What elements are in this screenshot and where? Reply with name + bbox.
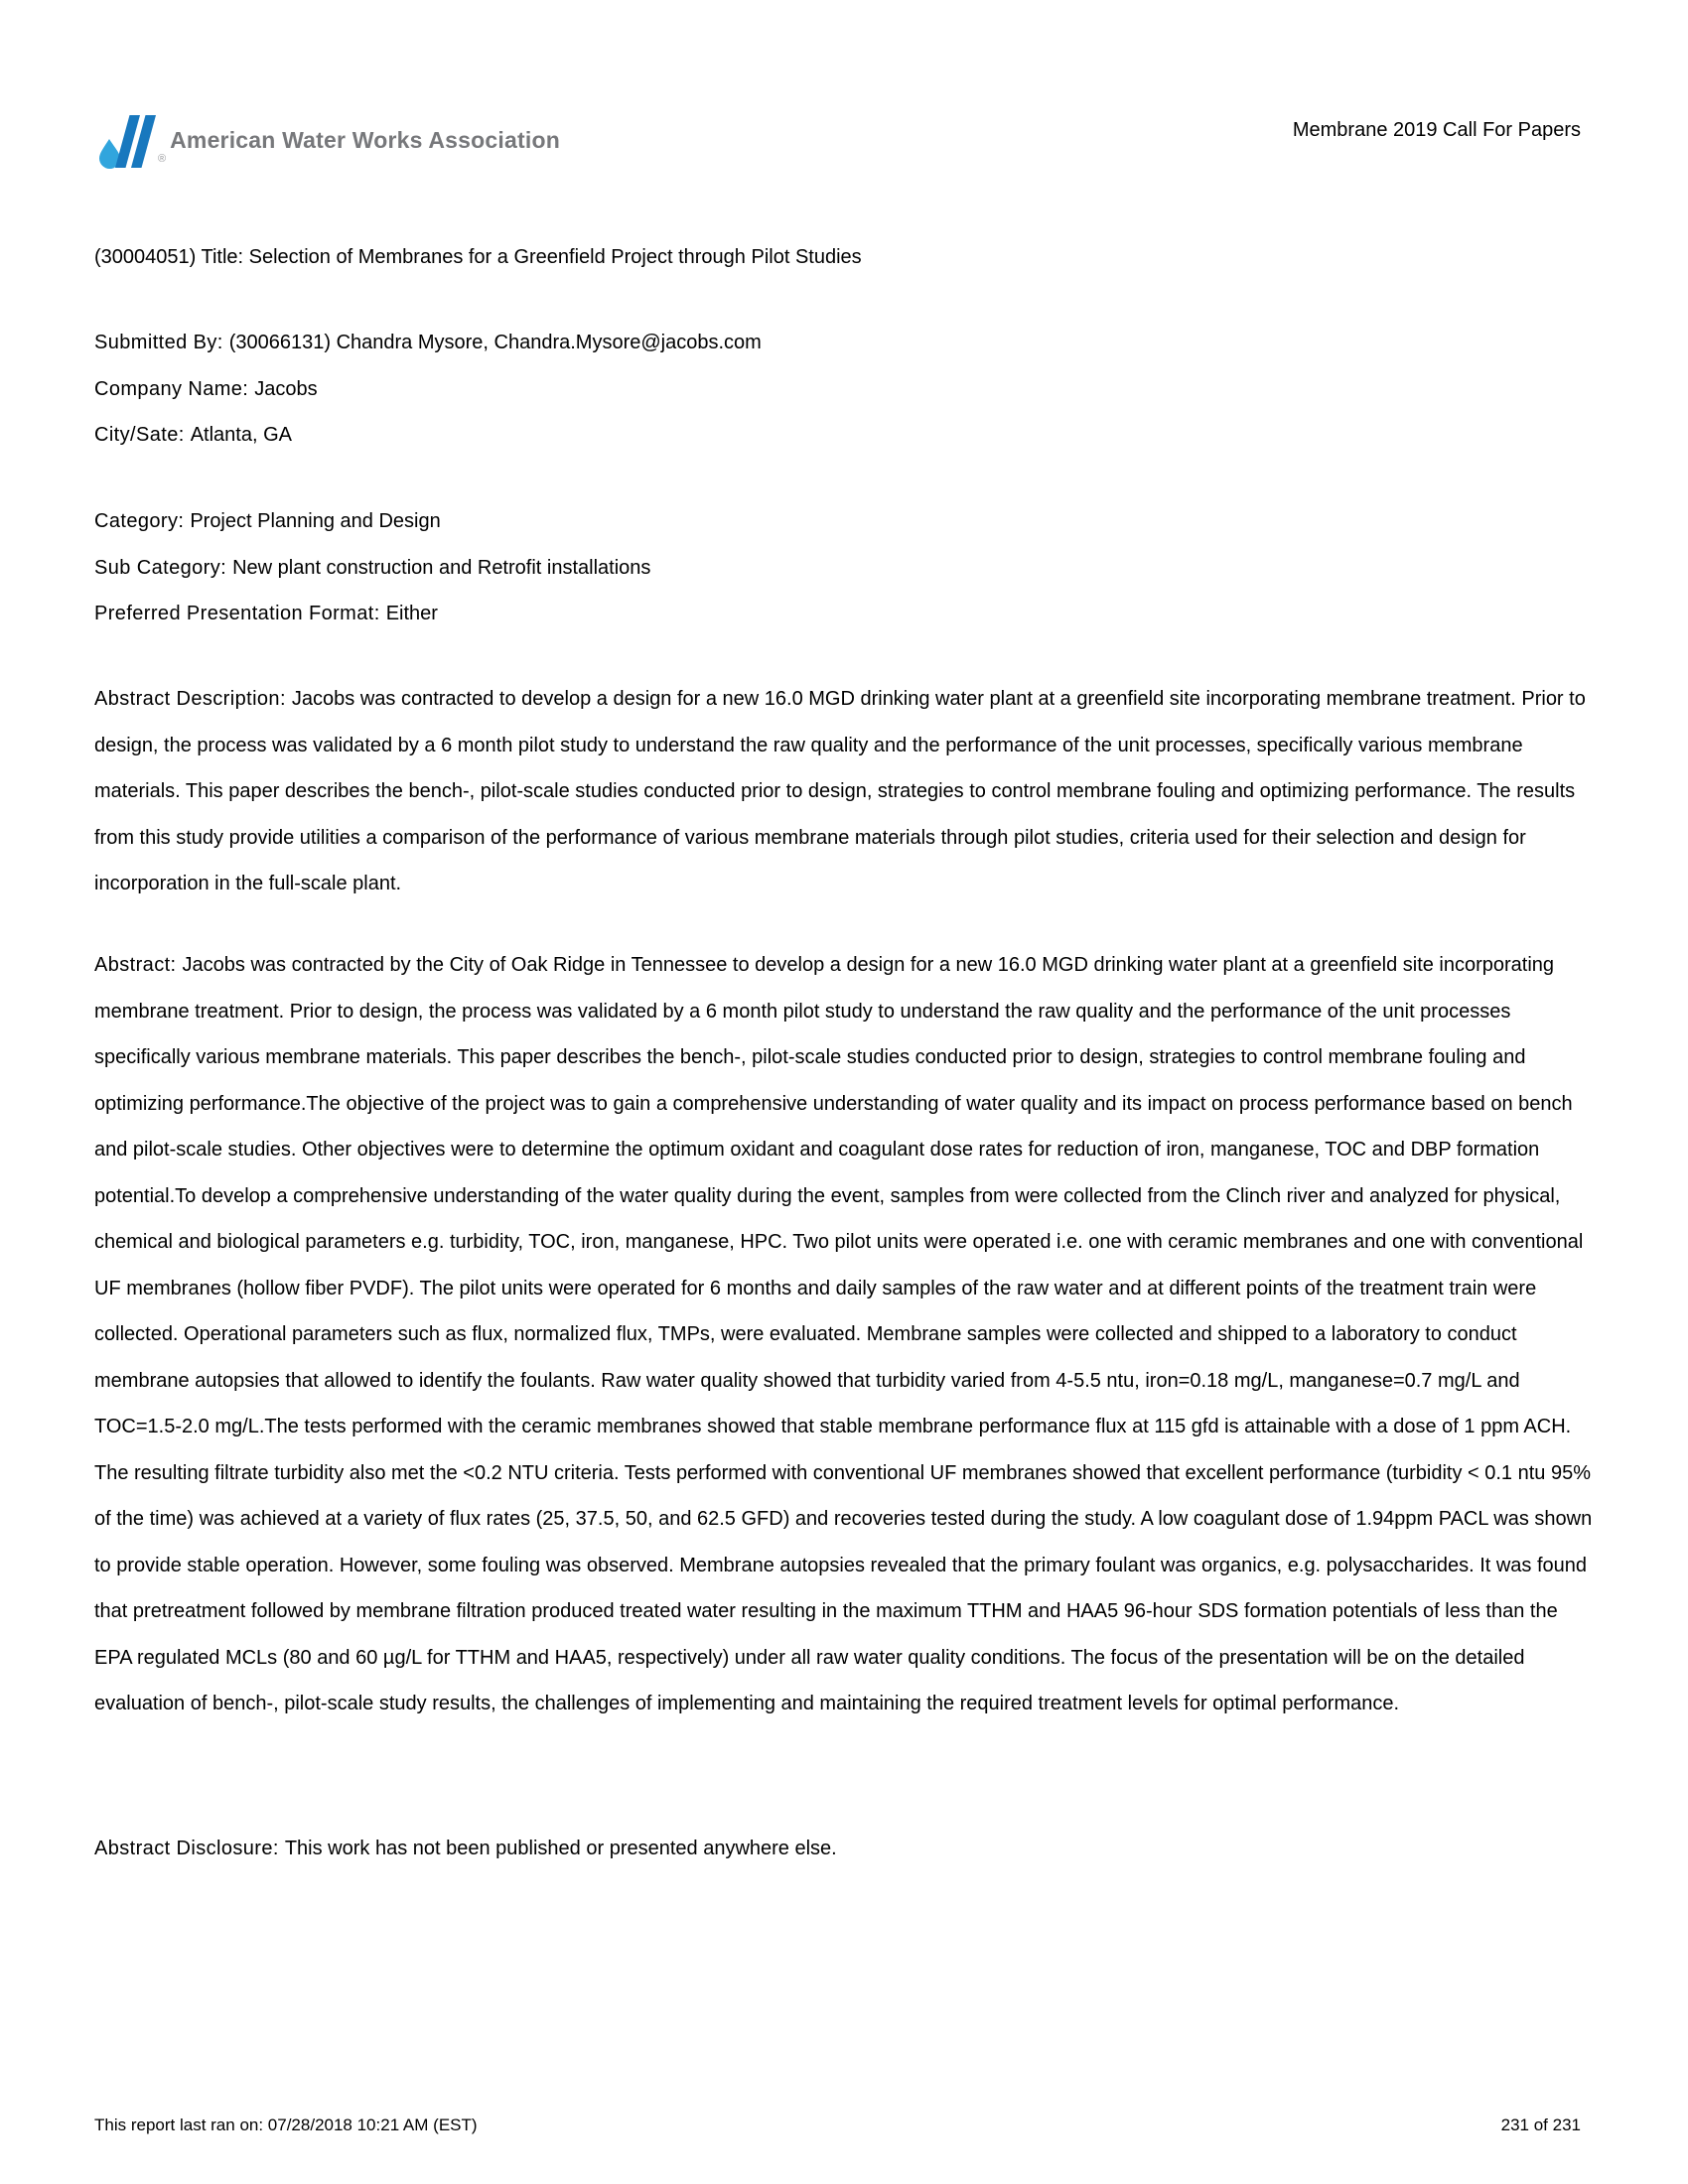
abstract-title-line: (30004051) Title: Selection of Membranes for a Greenfield Project through Pilot Studies [94, 246, 862, 268]
city-state-value: Atlanta, GA [190, 424, 292, 446]
page-number: 231 of 231 [1500, 2116, 1581, 2134]
abstract-disclosure-section [94, 1826, 1600, 1872]
abstract-text: Jacobs was contracted by the City of Oak Ridge in Tennessee to develop a design for a new 16.0 MGD drinking water plant at a greenfield site incorporating membrane treatment. Prior to design, the process was validated by a 6 month pilot study to understand the raw quality and the performance of the unit processes specifically various membrane materials. This paper describes the bench-, pilot-scale studies conducted prior to design, strategies to control membrane fouling and optimizing performance.The objective of the project was to gain a comprehensive understanding of water quality and its impact on process performance based on bench and pilot-scale studies. Other objectives were to determine the optimum oxidant and coagulant dose rates for reduction of iron, manganese, TOC and DBP formation potential.To develop a comprehensive understanding of the water quality during the event, samples from were collected from the Clinch river and analyzed for physical, chemical and biological parameters e.g. turbidity, TOC, iron, manganese, HPC. Two pilot units were operated i.e. one with ceramic membranes and one with conventional UF membranes (hollow fiber PVDF). The pilot units were operated for 6 months and daily samples of the raw water and at different points of the treatment train were collected. Operational parameters such as flux, normalized flux, TMPs, were evaluated. Membrane samples were collected and shipped to a laboratory to conduct membrane autopsies that allowed to identify the foulants. Raw water quality showed that turbidity varied from 4-5.5 ntu, iron=0.18 mg/L, manganese=0.7 mg/L and TOC=1.5-2.0 mg/L.The tests performed with the ceramic membranes showed that stable membrane performance flux at 115 gfd is attainable with a dose of 1 ppm ACH. The resulting filtrate turbidity also met the <0.2 NTU criteria. Tests performed with conventional UF membranes showed that excellent performance (turbidity < 0.1 ntu 95% of the time) was achieved at a variety of flux rates (25, 37.5, 50, and 62.5 GFD) and recoveries tested during the study. A low coagulant dose of 1.94ppm PACL was shown to provide stable operation. However, some fouling was observed. Membrane autopsies revealed that the primary foulant was organics, e.g. polysaccharides. It was found that pretreatment followed by membrane filtration produced treated water resulting in the maximum TTHM and HAA5 96-hour SDS formation potentials of less than the EPA regulated MCLs (80 and 60 µg/L for TTHM and HAA5, respectively) under all raw water quality conditions. The focus of the presentation will be on the detailed evaluation of bench-, pilot-scale study results, the challenges of implementing and maintaining the required treatment levels for optimal performance. [94, 954, 1593, 1714]
awwa-water-drop-icon [94, 111, 160, 169]
page-footer [94, 2115, 1581, 2136]
abstract-label: Abstract: [94, 954, 177, 976]
submitted-by-value: (30066131) Chandra Mysore, Chandra.Mysore@jacobs.com [228, 332, 762, 353]
registered-mark: ® [158, 153, 167, 165]
submitted-by-line [94, 320, 1600, 366]
abstract-disclosure-label: Abstract Disclosure: [94, 1838, 279, 1859]
submission-info-section [94, 320, 1600, 459]
city-state-label: City/Sate: [94, 424, 185, 446]
abstract-title-section [94, 234, 1600, 281]
presentation-format-line [94, 591, 1600, 637]
abstract-description-section [94, 676, 1600, 907]
presentation-format-label: Preferred Presentation Format: [94, 603, 380, 624]
category-value: Project Planning and Design [190, 510, 441, 532]
presentation-format-value: Either [385, 603, 438, 624]
sub-category-line [94, 545, 1600, 592]
company-name-label: Company Name: [94, 377, 249, 400]
abstract-section [94, 942, 1600, 1727]
logo-wordmark: American Water Works Association [170, 126, 560, 153]
category-line [94, 498, 1600, 545]
abstract-disclosure-text: This work has not been published or presented anywhere else. [284, 1838, 837, 1859]
company-name-line [94, 366, 1600, 413]
abstract-description-paragraph [94, 676, 1600, 907]
abstract-paragraph [94, 942, 1600, 1727]
abstract-description-text: Jacobs was contracted to develop a design for a new 16.0 MGD drinking water plant at a greenfield site incorporating membrane treatment. Prior to design, the process was validated by a 6 month pilot study to understand the raw quality and the performance of the unit processes, specifically various membrane materials. This paper describes the bench-, pilot-scale studies conducted prior to design, strategies to control membrane fouling and optimizing performance. The results from this study provide utilities a comparison of the performance of various membrane materials through pilot studies, criteria used for their selection and design for incorporation in the full-scale plant. [94, 688, 1586, 894]
city-state-line [94, 412, 1600, 459]
abstract-disclosure-line [94, 1826, 1600, 1872]
sub-category-label: Sub Category: [94, 556, 227, 579]
report-header-title: Membrane 2019 Call For Papers [1292, 119, 1581, 141]
sub-category-value: New plant construction and Retrofit installations [232, 556, 651, 579]
abstract-description-label: Abstract Description: [94, 688, 286, 710]
category-label: Category: [94, 510, 185, 532]
submitted-by-label: Submitted By: [94, 332, 223, 353]
category-section [94, 498, 1600, 637]
report-last-ran-text: This report last ran on: 07/28/2018 10:21 AM (EST) [94, 2116, 478, 2134]
company-name-value: Jacobs [254, 377, 318, 400]
awwa-logo [94, 111, 560, 169]
